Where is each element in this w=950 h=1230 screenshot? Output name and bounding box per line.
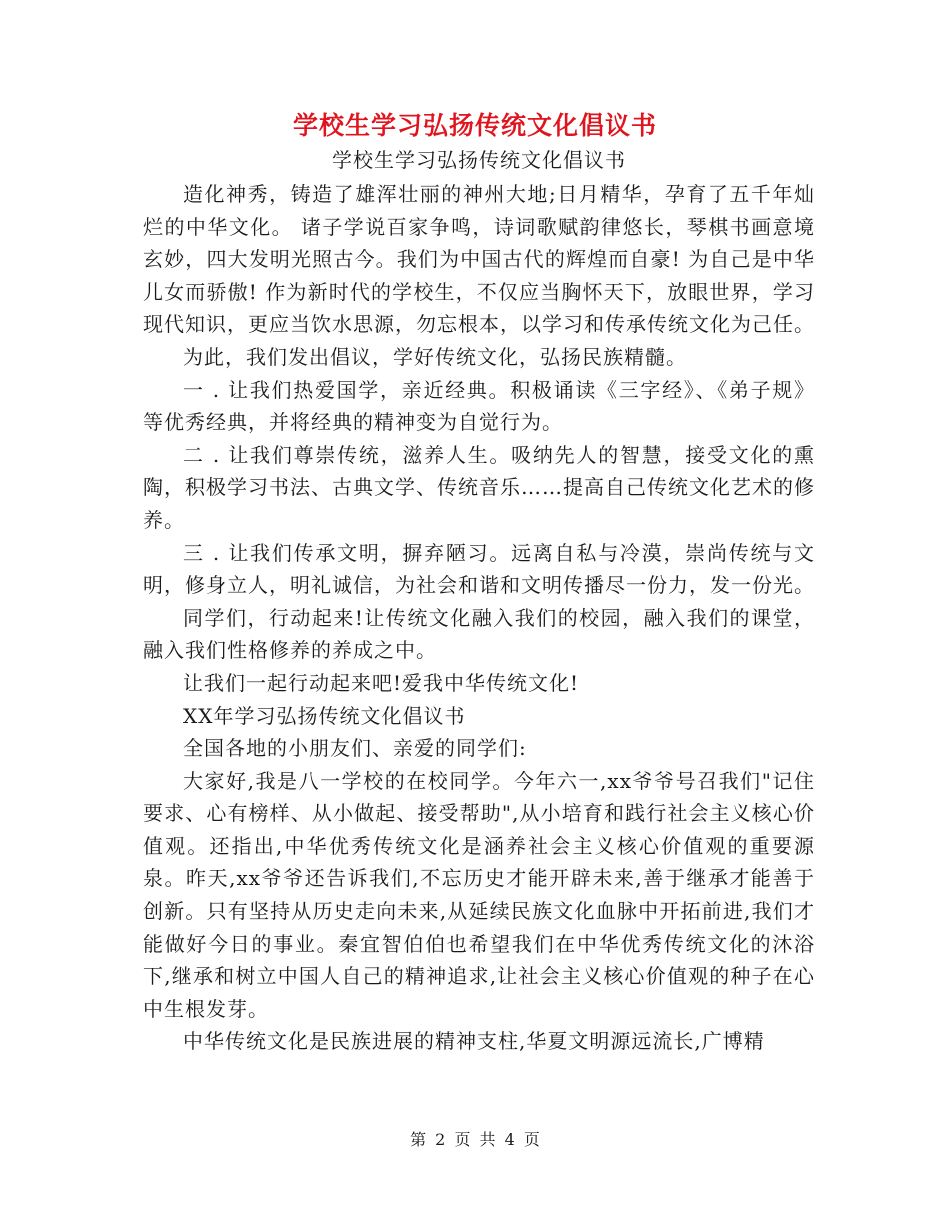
paragraph-slogan: 让我们一起行动起来吧!爱我中华传统文化! xyxy=(183,670,580,695)
paragraph-intro: 造化神秀，铸造了雄浑壮丽的神州大地;日月精华，孕育了五千年灿烂的中华文化。 诸子学说百家争鸣，诗词歌赋韵律悠长，琴棋书画意境玄妙，四大发明光照古今。我们为中国古代的辉煌而自豪! 为自己是中华儿女而骄傲! 作为新时代的学校生，不仅应当胸怀天下，放眼世界，学习现代知识，更应当饮水思源，勿忘根本，以学习和传承传统文化为己任。 xyxy=(143,182,815,337)
paragraph-letter-body: 大家好,我是八一学校的在校同学。今年六一,xx爷爷号召我们"记住要求、心有榜样、从小做起、接受帮助",从小培育和践行社会主义核心价值观。还指出,中华优秀传统文化是涵养社会主义核心价值观的重要源泉。昨天,xx爷爷还告诉我们,不忘历史才能开辟未来,善于继承才能善于创新。只有坚持从历史走向未来,从延续民族文化血脉中开拓前进,我们才能做好今日的事业。秦宜智伯伯也希望我们在中华优秀传统文化的沐浴下,继承和树立中国人自己的精神追求,让社会主义核心价值观的种子在心中生根发芽。 xyxy=(143,768,815,1021)
paragraph-salutation: 全国各地的小朋友们、亲爱的同学们: xyxy=(183,736,527,761)
page-number: 第 2 页 共 4 页 xyxy=(410,1130,540,1149)
document-title: 学校生学习弘扬传统文化倡议书 xyxy=(292,111,657,140)
document-body xyxy=(143,146,815,1058)
paragraph-item-one: 一 . 让我们热爱国学，亲近经典。积极诵读《三字经》、《弟子规》等优秀经典，并将经典的精神变为自觉行为。 xyxy=(143,377,815,435)
paragraph-call-to-action: 同学们，行动起来!让传统文化融入我们的校园，融入我们的课堂，融入我们性格修养的养成之中。 xyxy=(143,605,815,663)
paragraph-continuation: 中华传统文化是民族进展的精神支柱,华夏文明源远流长,广博精 xyxy=(183,1029,765,1054)
paragraph-proposal: 为此，我们发出倡议，学好传统文化，弘扬民族精髓。 xyxy=(183,344,687,369)
paragraph-item-three: 三 . 让我们传承文明，摒弃陋习。远离自私与冷漠，崇尚传统与文明，修身立人，明礼诚信，为社会和谐和文明传播尽一份力，发一份光。 xyxy=(143,540,815,598)
section-heading: XX年学习弘扬传统文化倡议书 xyxy=(183,703,466,728)
paragraph-item-two: 二 . 让我们尊崇传统，滋养人生。吸纳先人的智慧，接受文化的熏陶，积极学习书法、古典文学、传统音乐……提高自己传统文化艺术的修养。 xyxy=(143,442,815,532)
document-subtitle: 学校生学习弘扬传统文化倡议书 xyxy=(332,148,626,172)
